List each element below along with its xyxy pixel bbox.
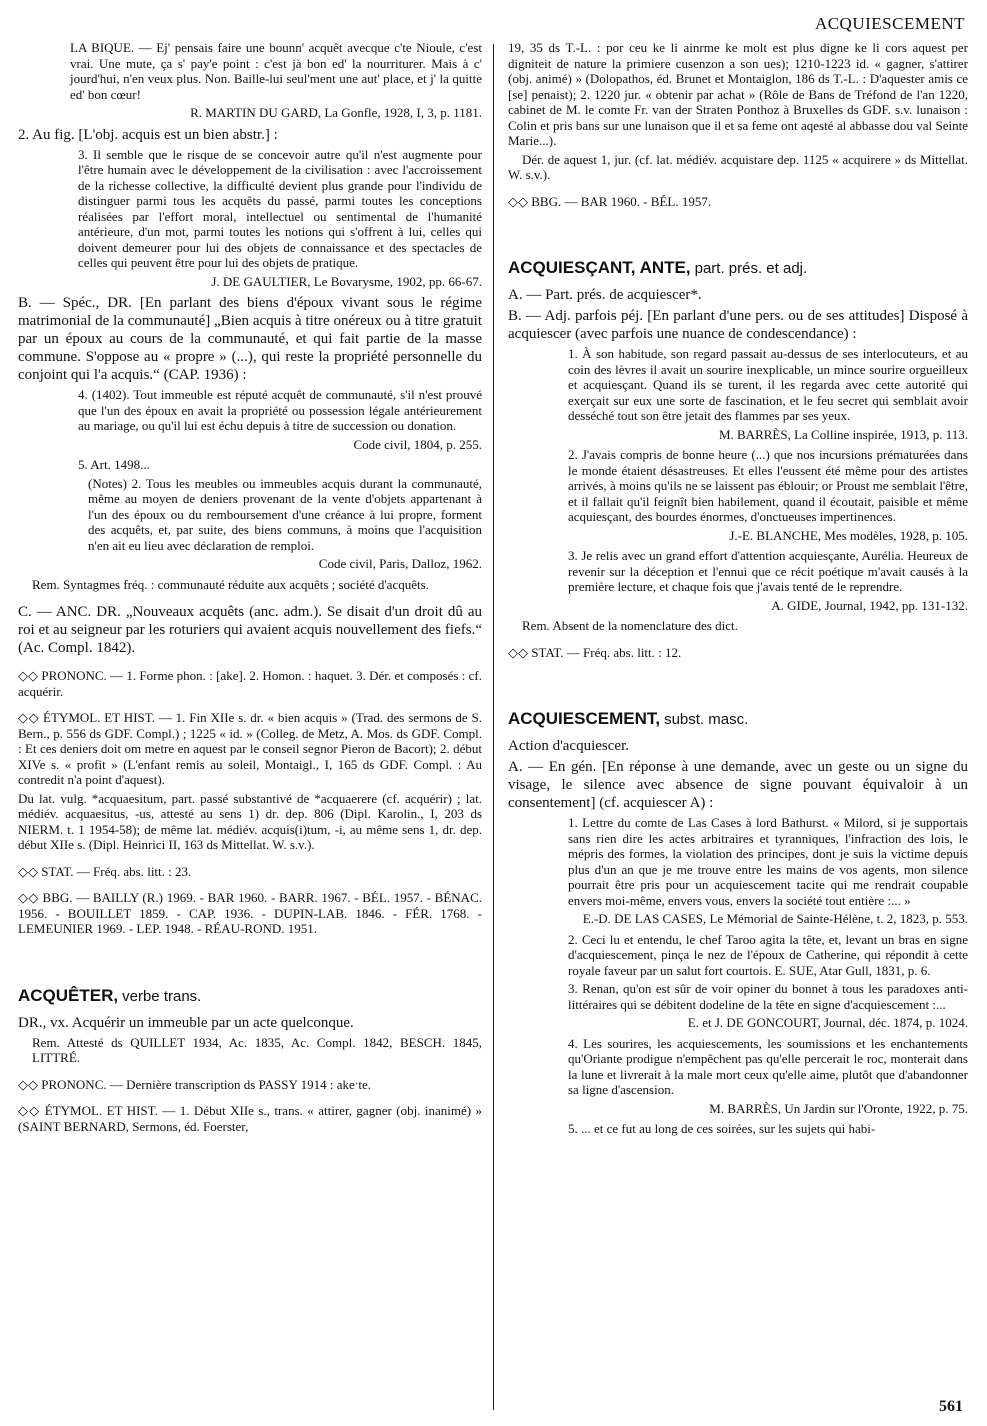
entry-headword [508,258,968,278]
quote-4: 4. Les sourires, les acquiescements, les soumissions et les enchantements qu'Oriante prodigue n'empêchent pas qu'elle percerait le roc, monterait dans la lune et livrerait à la male mort ceux qu'elle aime, plutôt que d'abandonner sa ligne d'ascension. [568,1035,968,1097]
prononc: ◇◇ PRONONC. — 1. Forme phon. : [ake]. 2. Homon. : haquet. 3. Dér. et composés : cf. acquérir. [18,668,482,699]
etymol-derivation: Dér. de aquest 1, jur. (cf. lat. médiév. acquistare dep. 1125 « acquirere » ds Mittellat. W. s.v.). [508,151,968,182]
section-b: B. — Spéc., DR. [En parlant des biens d'époux vivant sous le régime matrimonial de la communauté] „Bien acquis à titre onéreux ou à titre gratuit par un époux au cours de la communauté, et qui fait partie de la masse commune. S'oppose au « propre » (...), qui reste la propriété personnelle du conjoint qui l'a acquis.“ (CAP. 1936) : [18,295,482,383]
headword-acquiescant: ACQUIESÇANT, ANTE, [508,258,691,277]
citation: Code civil, Paris, Dalloz, 1962. [318,556,482,571]
quote-3: 3. Je relis avec un grand effort d'attention acquiesçante, Aurélia. Heureux de revenir sur la déception et l'ennui que ce récit poétique m'avait causés à la première lecture, et chaque fois que j'avais tenté de le reprendre. [568,548,968,594]
definition: Action d'acquiescer. [508,738,629,754]
citation: M. BARRÈS, Un Jardin sur l'Oronte, 1922, p. 75. [709,1100,968,1116]
quote-4: 4. (1402). Tout immeuble est réputé acquêt de communauté, s'il n'est prouvé que l'un des époux en avait la propriété ou possession légale antérieurement au mariage, ou qu'il lui est échu depuis à titre de succession ou donation. [78,387,482,433]
etymol: ◇◇ ÉTYMOL. ET HIST. — 1. Début XIIe s., trans. « attirer, gagner (obj. inanimé) » (SAINT BERNARD, Sermons, éd. Foerster, [18,1103,482,1134]
remark: Rem. Syntagmes fréq. : communauté réduite aux acquêts ; société d'acquêts. [32,576,429,592]
citation: A. GIDE, Journal, 1942, pp. 131-132. [771,597,968,613]
entry-headword [18,986,482,1006]
citation: E.-D. DE LAS CASES, Le Mémorial de Sainte-Hélène, t. 2, 1823, p. 553. [582,911,968,926]
stat: ◇◇ STAT. — Fréq. abs. litt. : 12. [508,644,682,660]
quote-3: 3. Il semble que le risque de se concevoir autre qu'il n'est augmente pour l'être humain avec le développement de la civilisation : avec l'accroissement de la richesse collective, la difficulté devient plus grande pour l'individu de distinguer parmi tous les acquêts du passé, parmi toutes les conceptions réalisées par l'effort moral, intellectuel ou sentimental de l'humanité antérieure, d'un mot, parmi toutes les notions qui s'offrent à lui, celles qui doivent demeurer pour lui des objets de connaissance et des spectacles de celles qui peuvent être pour lui des objets de pratique. [78,146,482,270]
column-divider [493,44,494,1410]
remark: Rem. Absent de la nomenclature des dict. [522,618,738,633]
left-column [18,40,482,1410]
etymol: ◇◇ ÉTYMOL. ET HIST. — 1. Fin XIIe s. dr. « bien acquis » (Trad. des sermons de S. Bern., p. 556 ds GDF. Compl.) ; 1225 « id. » (Colleg. de Metz, A. Mos. ds GDF. Compl. : Et ces deniers doit om metre en aquest par le conseil segnor Pieron de Bacort); 2. début XIVe s. « profit » (L'enfant remis au soleil, Montaigl., I, 165 ds GDF. Compl. : Au contredit n'a point d'aquest). [18,710,482,787]
etymol-latin: Du lat. vulg. *acquaesitum, part. passé substantivé de *acquaerere (cf. acquérir) ; lat. médiév. acquaesitus, -us, attesté au sens 1) dr. dep. 806 (Dipl. Karolin., I, 203 ds NIERM. t. 1 1954-58); de même lat. médiév. acquis(i)tum, -i, au même sens 1, dr. dep. début XIIe s. (Dipl. Heinrici II, 163 ds Mittellat. W. s.v.). [18,790,482,852]
part-of-speech: subst. masc. [664,711,749,728]
citation: J.-E. BLANCHE, Mes modèles, 1928, p. 105. [729,527,968,543]
part-of-speech: verbe trans. [122,987,202,1005]
remark: Rem. Attesté ds QUILLET 1934, Ac. 1835, Ac. Compl. 1842, BESCH. 1845, LITTRÉ. [32,1034,482,1065]
quote-2: 2. J'avais compris de bonne heure (...) que nos incursions prématurées dans le monde étaient désastreuses. Et elles l'eussent été même pour des artistes arrivés, à moins qu'ils ne se laissent pas éblouir; or Proust me semblait l'être, et il fallait qu'il feignît bien habilement, quand il écoutait, paisible et même acquiesçant, des bourdes énormes, d'onctueuses impertinences. [568,447,968,524]
quote-2: 2. Ceci lu et entendu, le chef Taroo agita la tête, et, levant un bras en signe d'acquiescement, pinça le nez de l'époux de Catherine, qui répondit à cette royale faveur par un salut fort courtois. E. SUE, Atar Gull, 1831, p. 6. [568,931,968,978]
headword-acquiescement: ACQUIESCEMENT, [508,709,661,728]
page-number: 561 [939,1398,963,1415]
quote-la-biquette: LA BIQUE. — Ej' pensais faire une bounn' acquêt avecque c'te Nioule, c'est vrai. Une mute, ça s' pay'e point : c'est jà bon ed' la nourriturer. Mais à c' jourd'hui, n'en veux plus. Non. Baille-lui seul'ment une aut' place, et j' la quitte ed' bon cœur! [70,40,482,102]
right-column [508,40,968,1410]
citation: M. BARRÈS, La Colline inspirée, 1913, p. 113. [718,426,968,442]
quote-5-head: 5. Art. 1498... [78,457,150,472]
stat: ◇◇ STAT. — Fréq. abs. litt. : 23. [18,863,192,879]
section-c: C. — ANC. DR. „Nouveaux acquêts (anc. adm.). Se disait d'un droit dû au roi et au seigneur par les roturiers qui avaient acquis nouvellement des fiefs.“ (Ac. Compl. 1842). [18,604,482,656]
headword-acqueter: ACQUÊTER, [18,985,119,1005]
sense-2: 2. Au fig. [L'obj. acquis est un bien abstr.] : [18,126,278,143]
citation: E. et J. DE GONCOURT, Journal, déc. 1874, p. 1024. [687,1015,968,1030]
definition: DR., vx. Acquérir un immeuble par un acte quelconque. [18,1014,354,1031]
prononc: ◇◇ PRONONC. — Dernière transcription ds PASSY 1914 : akeˑte. [18,1076,372,1092]
section-b: B. — Adj. parfois péj. [En parlant d'une pers. ou de ses attitudes] Disposé à acquiescer (avec parfois une nuance de condescendance) : [508,308,968,342]
quote-5: 5. ... et ce fut au long de ces soirées, sur les sujets qui habi- [568,1121,876,1136]
etymol-continued: 19, 35 ds T.-L. : por ceu ke li ainrme ke molt est plus digne ke li cors aquest per digniteit de nature la primiere cusenzon a son ues); 1210-1223 id. « gagner, s'attirer (obj. animé) » (Dolopathos, éd. Brunet et Montaiglon, 186 ds T.-L. : D'aquester amis ce [se] penaist); 2. 1220 jur. « obtenir par achat » (Rôle de Bans de Tréfond de l'an 1220, cabinet de M. le comte Fr. van der Straten Ponthoz à Bruxelles ds GDF. s.v. lunaison : Colin et pris bans sur une lunaison que il et sa feme ont aqesté al abbasse dou val Seinte Marie...). [508,40,968,148]
entry-headword [508,709,968,729]
running-head: ACQUIESCEMENT [814,14,965,33]
quote-1: 1. Lettre du comte de Las Cases à lord Bathurst. « Milord, si je supportais sans rien dire les actes arbitraires et tyranniques, l'infraction des lois, le mépris des formes, la violation des principes, dont je suis la victime depuis plus d'un an que je me trouve entre les mains de vos agents, mon silence pourrait être pris pour un acquiescement tacite qui me rendrait coupable envers moi-même, envers vous, envers la société tout entière :... » [568,815,968,908]
quote-5: (Notes) 2. Tous les meubles ou immeubles acquis durant la communauté, même au moyen de deniers provenant de la vente d'objets appartenant à l'un des époux ou du remboursement d'une créance à lui propre, forment des acquêts, et, par suite, des biens communs, à moins que l'acquisition n'en ait eu lieu avec déclaration de remploi. [88,475,482,553]
citation: Code civil, 1804, p. 255. [353,436,482,452]
section-a: A. — Part. prés. de acquiescer*. [508,287,702,303]
citation: R. MARTIN DU GARD, La Gonfle, 1928, I, 3, p. 1181. [190,105,482,120]
bbg: ◇◇ BBG. — BAILLY (R.) 1969. - BAR 1960. - BARR. 1967. - BÉL. 1957. - BÉNAC. 1956. - BOUILLET 1859. - CAP. 1936. - DUPIN-LAB. 1846. - FÉR. 1768. - LEMEUNIER 1969. - LEP. 1948. - RÉAU-ROND. 1951. [18,890,482,936]
section-a: A. — En gén. [En réponse à une demande, avec un geste ou un signe du visage, le silence avec absence de signe pouvant équivaloir à un consentement] (cf. acquiescer A) : [508,759,968,811]
quote-1: 1. À son habitude, son regard passait au-dessus de ses interlocuteurs, et au coin des lèvres il avait un sourire inexplicable, un mince sourire orgueilleux et acquiesçant. Quand ils se turent, il les regarda avec cette autorité qui exerçait sur eux une sorte de fascination, et le feu secret qui semblait avoir desséché tout son être jetait des flammes par ses yeux. [568,346,968,423]
part-of-speech: part. prés. et adj. [694,260,808,277]
bbg: ◇◇ BBG. — BAR 1960. - BÉL. 1957. [508,193,712,209]
quote-3: 3. Renan, qu'on est sûr de voir opiner du bonnet à tous les paradoxes anti-littéraires qui se débitent dodeline de la tête en signe d'acquiescement :... [568,981,968,1012]
citation: J. DE GAULTIER, Le Bovarysme, 1902, pp. 66-67. [211,273,482,289]
